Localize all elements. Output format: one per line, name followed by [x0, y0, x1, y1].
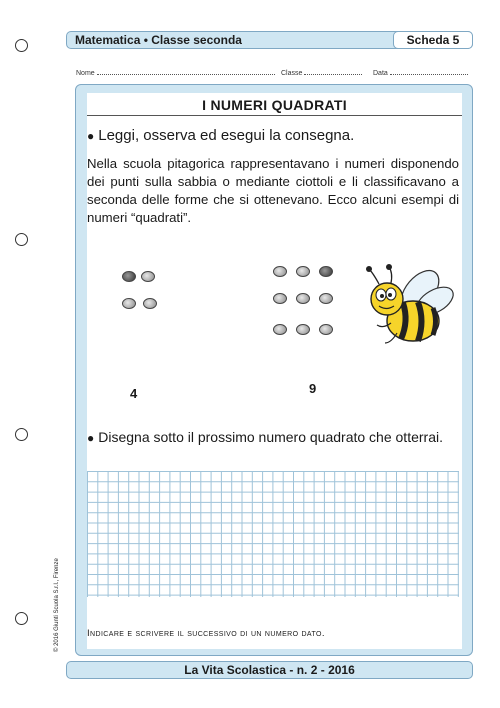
pebble [273, 266, 287, 277]
pebble [296, 293, 310, 304]
class-label: Classe [281, 70, 303, 77]
name-field[interactable] [76, 68, 275, 77]
binder-hole-bottom [15, 612, 28, 625]
pebble [273, 293, 287, 304]
binder-hole-top [15, 39, 28, 52]
pebble [122, 271, 136, 282]
pebble [143, 298, 157, 309]
binder-hole-upper-middle [15, 233, 28, 246]
pebble [319, 293, 333, 304]
title-divider [87, 115, 462, 116]
pebble [319, 266, 333, 277]
name-label: Nome [76, 70, 95, 77]
copyright-notice: © 2016 Giunti Scuola S.r.l., Firenze [54, 558, 60, 652]
bullet-icon: ● [87, 431, 95, 445]
instruction-read-text: Leggi, osserva ed esegui la consegna. [98, 127, 355, 144]
binder-hole-lower-middle [15, 428, 28, 441]
subject-label: Matematica • Classe seconda [75, 33, 242, 47]
learning-objective-footnote: Indicare e scrivere il successivo di un numero dato. [87, 628, 325, 639]
date-label: Data [373, 70, 388, 77]
pebble [296, 266, 310, 277]
example-9-label: 9 [309, 381, 317, 396]
header-bar [66, 31, 473, 49]
worksheet-card [87, 93, 462, 649]
pebble [141, 271, 155, 282]
worksheet-title: I NUMERI QUADRATI [202, 97, 347, 113]
instruction-read [87, 127, 354, 144]
pebble [296, 324, 310, 335]
pebble [319, 324, 333, 335]
pebble [273, 324, 287, 335]
instruction-draw [87, 428, 459, 447]
sheet-tab: Scheda 5 [393, 31, 473, 49]
example-4-label: 4 [130, 386, 138, 401]
pebble [122, 298, 136, 309]
drawing-grid[interactable] [87, 471, 459, 597]
bee-icon [363, 263, 458, 358]
instruction-draw-text: Disegna sotto il prossimo numero quadrato che otterrai. [98, 429, 443, 445]
intro-paragraph: Nella scuola pitagorica rappresentavano i numeri disponendo dei punti sulla sabbia o mediante ciottoli e li classificavano a seconda delle forme che si ottenevano. Ecco alcuni esempi di numeri “quadrati”. [87, 156, 459, 225]
date-field[interactable] [373, 68, 468, 77]
footer-bar: La Vita Scolastica - n. 2 - 2016 [66, 661, 473, 679]
bullet-icon: ● [87, 129, 95, 143]
class-field[interactable] [281, 68, 362, 77]
